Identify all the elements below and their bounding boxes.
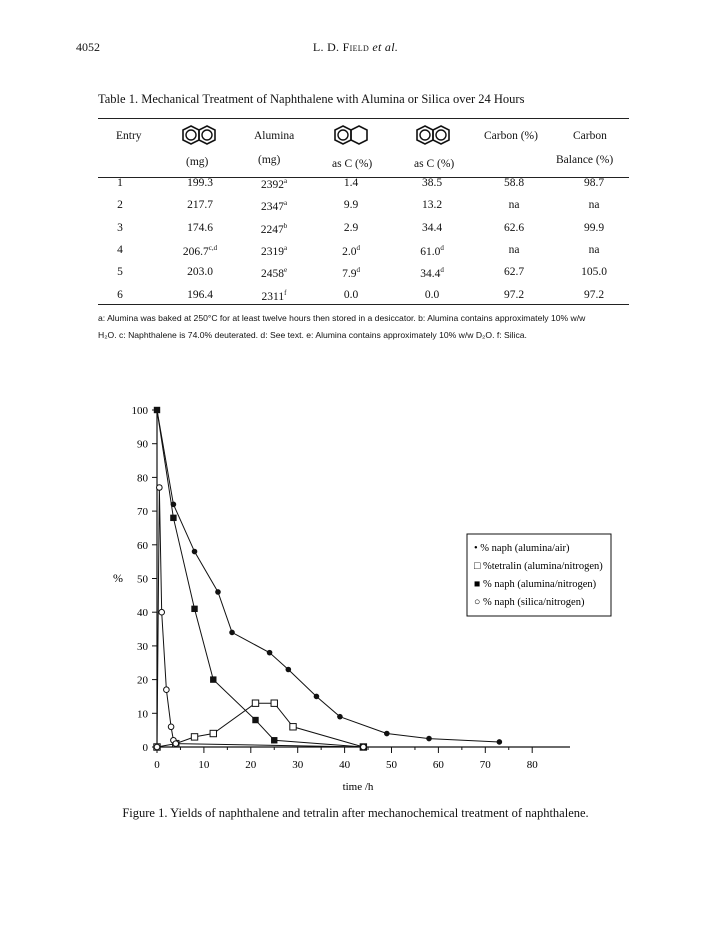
cell-value: 98.7 — [583, 177, 605, 189]
data-point-open-square — [210, 730, 216, 736]
cell-footnote-mark: a — [283, 177, 288, 185]
cell-value: 105.0 — [581, 266, 607, 279]
chart-series — [154, 407, 502, 750]
cell-value: 7.9 — [342, 268, 357, 281]
cell-value: na — [508, 243, 520, 256]
data-point-open-circle — [157, 485, 163, 491]
x-tick-label: 10 — [198, 759, 210, 771]
y-tick-label: 80 — [137, 472, 148, 485]
x-tick-label: 40 — [339, 759, 351, 771]
data-point-open-square — [252, 700, 258, 706]
cell-value: 34.4 — [420, 268, 441, 281]
data-point-filled-square — [271, 737, 277, 743]
cell-value: 2311 — [261, 290, 285, 303]
y-axis-label: % — [113, 571, 123, 585]
cell-value: 62.6 — [503, 221, 525, 234]
cell-value: 2.0 — [342, 245, 357, 258]
y-tick-label: 0 — [142, 742, 148, 754]
cell-value: 97.2 — [503, 288, 525, 301]
data-point-filled-circle — [384, 731, 390, 737]
legend-entry: • % naph (alumina/air) — [474, 543, 570, 554]
cell-value: 199.3 — [187, 177, 213, 189]
data-point-open-circle — [159, 609, 165, 615]
cell-value: 1.4 — [343, 177, 359, 189]
author-etal: et al. — [369, 40, 399, 54]
cell-value: 58.8 — [503, 177, 525, 189]
data-point-open-circle — [168, 724, 174, 730]
header-naph-mg: (mg) — [186, 156, 209, 168]
cell-value: 2392 — [260, 179, 284, 191]
y-tick-label: 30 — [137, 640, 148, 653]
cell-value: 9.9 — [343, 199, 359, 212]
data-point-open-circle — [361, 744, 367, 750]
data-point-filled-circle — [314, 694, 320, 700]
x-axis-label: time /h — [342, 781, 374, 793]
cell-value: 34.4 — [421, 221, 443, 234]
cell-value: 0.0 — [424, 288, 440, 301]
cell-value: 3 — [117, 221, 123, 234]
data-point-open-circle — [154, 744, 160, 750]
cell-value: na — [508, 199, 520, 212]
cell-footnote-mark: d — [356, 243, 360, 252]
footnote-line-1: a: Alumina was baked at 250°C for at least twelve hours then stored in a desiccator. b: Alumina contains approximately 10% w/w — [98, 313, 586, 323]
table-caption: Table 1. Mechanical Treatment of Naphthalene with Alumina or Silica over 24 Hours — [98, 92, 525, 106]
cell-footnote-mark: d — [440, 266, 444, 275]
data-point-filled-circle — [337, 714, 343, 720]
y-tick-label: 100 — [131, 405, 148, 417]
cell-value: 217.7 — [187, 199, 213, 212]
cell-value: 174.6 — [187, 221, 213, 234]
footnote-line-2: H₂O. c: Naphthalene is 74.0% deuterated. d: See text. e: Alumina contains approximately 10% w/w D₂O. f: Silica. — [98, 330, 527, 340]
cell-value: 203.0 — [187, 266, 213, 279]
y-tick-label: 20 — [137, 674, 148, 687]
series-line-open-circle — [157, 488, 363, 747]
series-open-circle — [154, 485, 366, 750]
x-tick-label: 70 — [479, 759, 491, 771]
legend-entry: ○ % naph (silica/nitrogen) — [474, 597, 585, 608]
data-point-filled-circle — [192, 549, 198, 555]
y-tick-label: 60 — [137, 539, 148, 552]
x-tick-label: 20 — [245, 759, 257, 771]
y-tick-label: 90 — [137, 438, 148, 451]
data-point-open-square — [290, 724, 296, 730]
y-tick-label: 70 — [137, 506, 148, 519]
cell-footnote-mark: a — [283, 243, 288, 252]
data-point-filled-square — [191, 606, 197, 612]
series-line-filled-square — [157, 410, 363, 747]
data-point-open-square — [191, 734, 197, 740]
cell-value: 99.9 — [583, 221, 605, 234]
cell-value: 6 — [117, 288, 123, 301]
cell-value: 1 — [117, 177, 123, 189]
cell-value: 196.4 — [187, 288, 213, 301]
header-tetralin-c: as C (%) — [332, 158, 373, 170]
cell-footnote-mark: d — [356, 266, 360, 275]
data-point-open-circle — [164, 687, 170, 693]
cell-value: 2247 — [260, 223, 284, 236]
chart-legend — [467, 534, 611, 616]
cell-footnote-mark: c,d — [208, 243, 218, 252]
cell-footnote-mark: b — [283, 221, 288, 230]
series-filled-circle — [154, 407, 502, 745]
data-point-filled-circle — [426, 736, 432, 742]
y-tick-label: 50 — [137, 573, 148, 586]
figure-caption: Figure 1. Yields of naphthalene and tetralin after mechanochemical treatment of naphthalene. — [122, 806, 589, 820]
cell-value: 13.2 — [421, 199, 443, 212]
cell-value: 2 — [117, 199, 123, 212]
header-alumina: Alumina — [254, 130, 295, 142]
y-tick-label: 40 — [137, 607, 148, 620]
author-initials: L. D. — [312, 40, 343, 54]
cell-value: 2319 — [260, 245, 284, 258]
x-tick-label: 30 — [292, 759, 304, 771]
data-point-open-circle — [173, 741, 179, 747]
header-carbon: Carbon (%) — [484, 130, 538, 142]
x-tick-label: 50 — [386, 759, 397, 771]
y-tick-label: 10 — [137, 708, 148, 721]
data-point-filled-circle — [497, 739, 503, 745]
cell-footnote-mark: f — [284, 288, 287, 297]
cell-value: 206.7 — [182, 245, 209, 258]
x-tick-label: 60 — [432, 759, 444, 771]
x-tick-label: 80 — [526, 759, 538, 771]
header-carbon-balance-1: Carbon — [573, 130, 607, 142]
cell-value: 2458 — [260, 268, 284, 281]
header-naph-c: as C (%) — [414, 158, 455, 170]
series-line-filled-circle — [157, 410, 499, 742]
data-point-filled-circle — [267, 650, 273, 656]
data-point-filled-square — [252, 717, 258, 723]
data-point-filled-circle — [286, 667, 292, 673]
cell-value: 62.7 — [503, 266, 525, 279]
x-tick-label: 0 — [154, 759, 160, 771]
cell-value: 0.0 — [343, 288, 359, 301]
data-point-filled-square — [170, 515, 176, 521]
cell-footnote-mark: a — [283, 199, 288, 208]
data-point-filled-square — [210, 676, 216, 682]
data-point-filled-circle — [215, 589, 221, 595]
cell-value: 2347 — [260, 201, 284, 214]
cell-value: 4 — [117, 243, 123, 256]
cell-footnote-mark: d — [440, 243, 444, 252]
series-filled-square — [154, 407, 367, 750]
legend-entry: □ %tetralin (alumina/nitrogen) — [474, 561, 603, 572]
cell-value: 2.9 — [343, 221, 359, 234]
cell-footnote-mark: e — [283, 266, 288, 275]
header-carbon-balance-2: Balance (%) — [556, 154, 614, 166]
cell-value: 5 — [117, 266, 123, 279]
cell-value: 61.0 — [420, 245, 441, 258]
legend-entry: ■ % naph (alumina/nitrogen) — [474, 579, 597, 590]
page-number: 4052 — [76, 40, 100, 54]
cell-value: na — [588, 243, 600, 256]
header-alumina-mg: (mg) — [258, 154, 281, 166]
header-entry: Entry — [116, 130, 142, 142]
cell-value: na — [588, 199, 600, 212]
data-point-filled-circle — [229, 630, 235, 636]
cell-value: 38.5 — [421, 177, 443, 189]
author-surname: Field — [342, 40, 370, 54]
cell-value: 97.2 — [583, 288, 605, 301]
data-point-open-square — [271, 700, 277, 706]
data-point-filled-square — [154, 407, 160, 413]
